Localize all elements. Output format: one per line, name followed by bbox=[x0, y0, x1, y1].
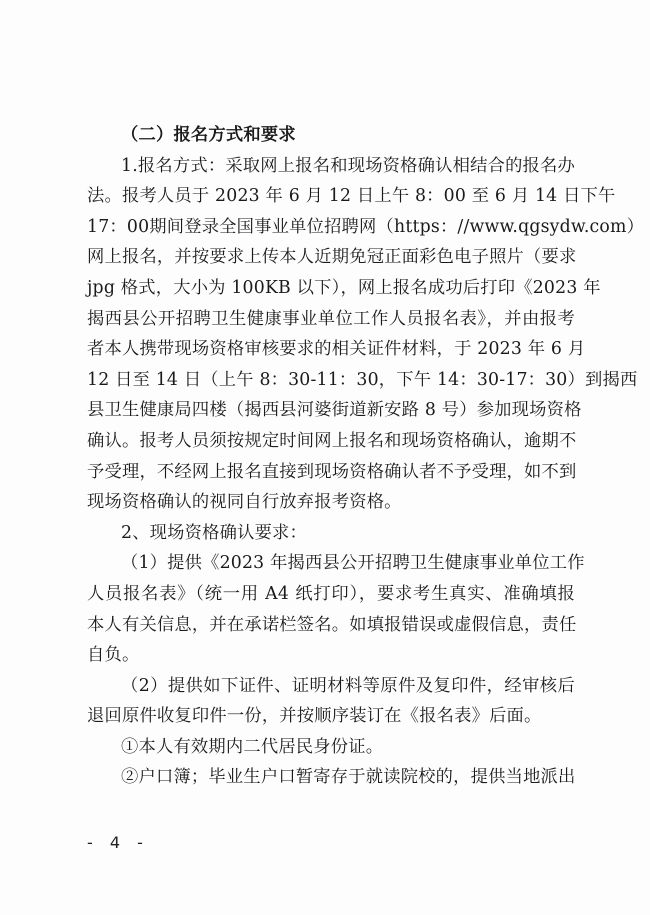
paragraph-line: 县卫生健康局四楼（揭西县河婆街道新安路 8 号）参加现场资格 bbox=[87, 400, 582, 421]
paragraph-line: 者本人携带现场资格审核要求的相关证件材料，于 2023 年 6 月 bbox=[87, 339, 586, 360]
list-item: ②户口簿；毕业生户口暂寄存于就读院校的，提供当地派出 bbox=[121, 767, 576, 788]
list-item: ①本人有效期内二代居民身份证。 bbox=[121, 736, 384, 757]
subsection-heading: 2、现场资格确认要求： bbox=[121, 522, 308, 543]
paragraph-line: 本人有关信息，并在承诺栏签名。如填报错误或虚假信息，责任 bbox=[87, 614, 577, 635]
page-number: - 4 - bbox=[87, 833, 149, 852]
section-heading: （二）报名方式和要求 bbox=[121, 125, 296, 145]
paragraph-line: 退回原件收复印件一份，并按顺序装订在《报名表》后面。 bbox=[87, 706, 542, 727]
paragraph-line: 网上报名，并按要求上传本人近期免冠正面彩色电子照片（要求 bbox=[87, 247, 577, 268]
document-body bbox=[87, 120, 645, 793]
paragraph-line: 17：00期间登录全国事业单位招聘网（https：//www.qgsydw.com） bbox=[87, 216, 645, 237]
paragraph-line: 确认。报考人员须按规定时间网上报名和现场资格确认，逾期不 bbox=[87, 430, 577, 451]
paragraph-line: （2）提供如下证件、证明材料等原件及复印件，经审核后 bbox=[121, 675, 575, 696]
paragraph-line: 予受理，不经网上报名直接到现场资格确认者不予受理，如不到 bbox=[87, 461, 577, 482]
paragraph-line: jpg 格式，大小为 100KB 以下），网上报名成功后打印《2023 年 bbox=[87, 277, 601, 298]
paragraph-line: 12 日至 14 日（上午 8：30-11：30，下午 14：30-17：30）到揭西 bbox=[87, 369, 638, 390]
paragraph-line: （1）提供《2023 年揭西县公开招聘卫生健康事业单位工作 bbox=[121, 553, 585, 574]
paragraph-line: 1.报名方式：采取网上报名和现场资格确认相结合的报名办 bbox=[121, 155, 575, 176]
paragraph-line: 人员报名表》（统一用 A4 纸打印），要求考生真实、准确填报 bbox=[87, 583, 575, 604]
paragraph-line: 揭西县公开招聘卫生健康事业单位工作人员报名表》，并由报考 bbox=[87, 308, 575, 329]
paragraph-line: 自负。 bbox=[87, 645, 140, 666]
paragraph-line: 法。报考人员于 2023 年 6 月 12 日上午 8：00 至 6 月 14 日下午 bbox=[87, 186, 616, 207]
paragraph-line: 现场资格确认的视同自行放弃报考资格。 bbox=[87, 492, 402, 513]
